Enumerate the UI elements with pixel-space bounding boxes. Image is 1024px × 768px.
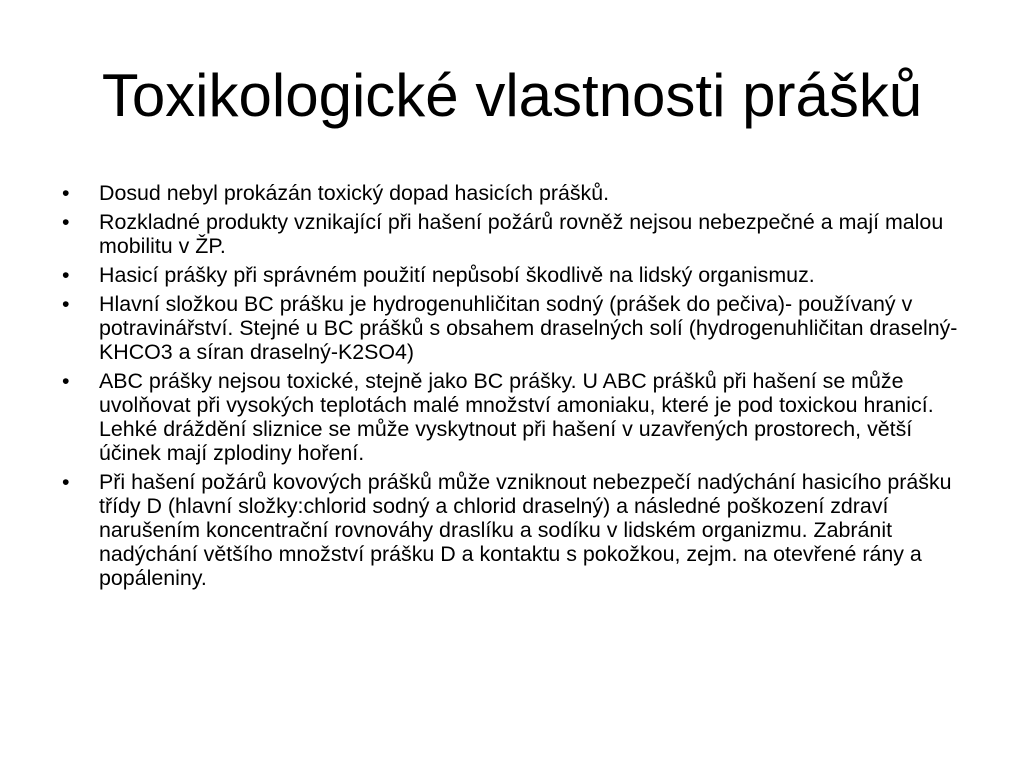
bullet-item — [62, 181, 974, 205]
bullet-text: Dosud nebyl prokázán toxický dopad hasicích prášků. — [99, 181, 610, 205]
bullet-marker: • — [62, 470, 70, 494]
bullet-item — [62, 369, 974, 465]
bullet-marker: • — [62, 369, 70, 393]
bullet-item — [62, 470, 974, 590]
bullet-item — [62, 210, 974, 258]
bullet-text: ABC prášky nejsou toxické, stejně jako BC prášky. U ABC prášků při hašení se může uvolňovat při vysokých teplotách malé množství amoniaku, které je pod toxickou hranicí. Lehké dráždění sliznice se může vyskytnout při hašení v uzavřených prostorech, větší účinek mají zplodiny hoření. — [99, 369, 934, 465]
bullet-marker: • — [62, 292, 70, 316]
slide-title: Toxikologické vlastnosti prášků — [101, 62, 923, 129]
bullet-text: Hasicí prášky při správném použití nepůsobí škodlivě na lidský organismuz. — [99, 263, 815, 287]
bullet-text: Rozkladné produkty vznikající při hašení požárů rovněž nejsou nebezpečné a mají malou mobilitu v ŽP. — [99, 210, 944, 258]
bullet-list — [62, 181, 974, 595]
bullet-text: Hlavní složkou BC prášku je hydrogenuhličitan sodný (prášek do pečiva)- používaný v potravinářství. Stejné u BC prášků s obsahem draselných solí (hydrogenuhličitan draselný-KHCO3 a síran draselný-K2SO4) — [99, 292, 958, 364]
bullet-marker: • — [62, 181, 70, 205]
bullet-marker: • — [62, 263, 70, 287]
bullet-item — [62, 263, 974, 287]
bullet-text: Při hašení požárů kovových prášků může vzniknout nebezpečí nadýchání hasicího prášku třídy D (hlavní složky:chlorid sodný a chlorid draselný) a následné poškození zdraví narušením koncentrační rovnováhy draslíku a sodíku v lidském organizmu. Zabránit nadýchání většího množství prášku D a kontaktu s pokožkou, zejm. na otevřené rány a popáleniny. — [99, 470, 952, 590]
bullet-item — [62, 292, 974, 364]
bullet-marker: • — [62, 210, 70, 234]
